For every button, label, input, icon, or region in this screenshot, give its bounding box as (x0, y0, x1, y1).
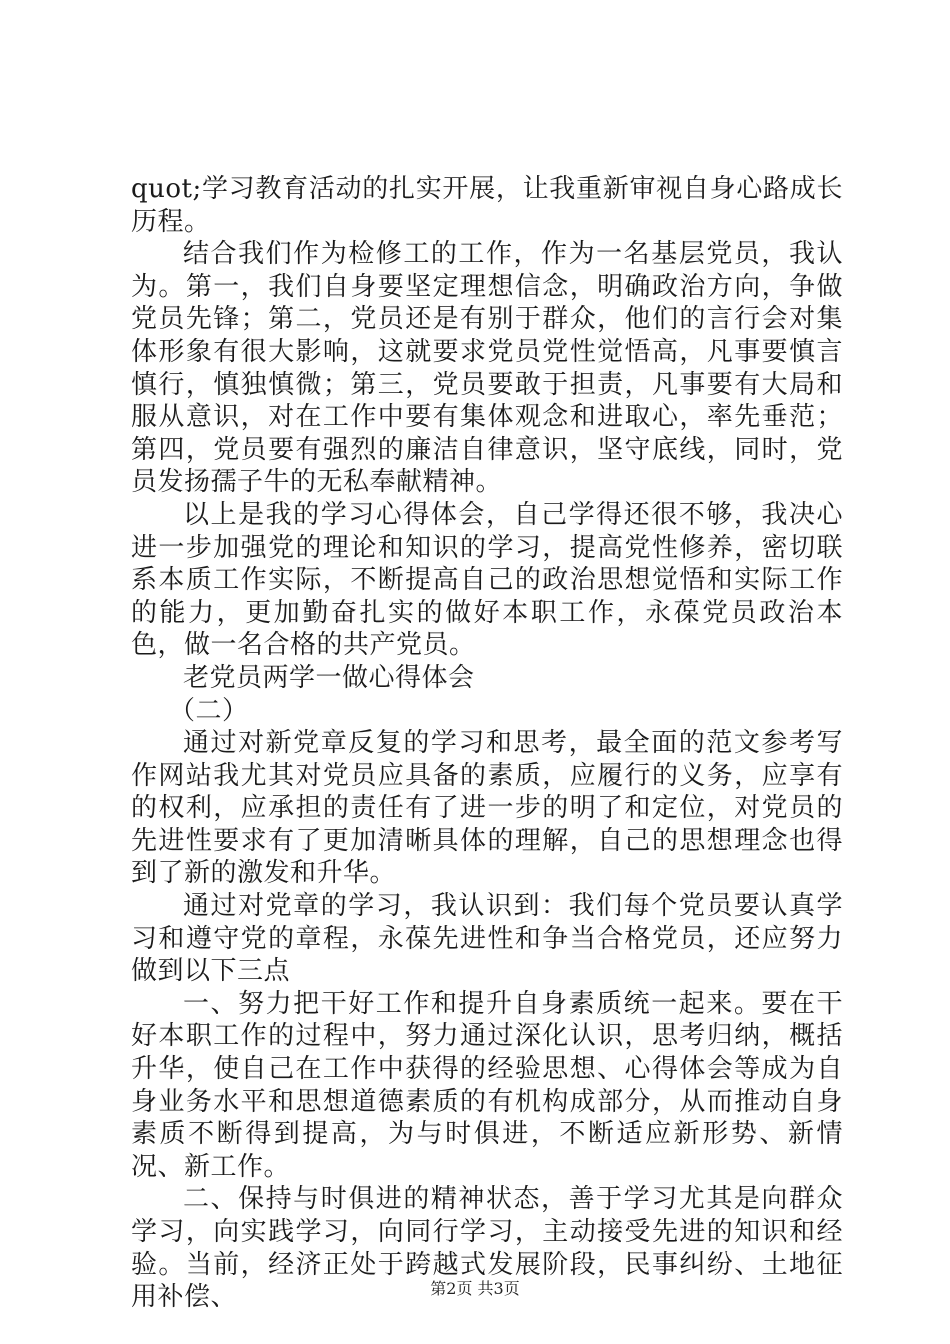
paragraph-party-constitution: 通过对新党章反复的学习和思考，最全面的范文参考写作网站我尤其对党员应具备的素质，应履行的义务，应享有的权利，应承担的责任有了进一步的明了和定位，对党员的先进性要求有了更加清晰具体的理解，自己的思想理念也得到了新的激发和升华。 (131, 728, 843, 889)
section-number: （二） (169, 695, 249, 726)
paragraph-point-two: 二、保持与时俱进的精神状态，善于学习尤其是向群众学习，向实践学习，向同行学习，主动接受先进的知识和经验。当前，经济正处于跨越式发展阶段，民事纠纷、土地征用补偿、 (131, 1184, 843, 1313)
paragraph-study-summary: 以上是我的学习心得体会，自己学得还很不够，我决心进一步加强党的理论和知识的学习，提高党性修养，密切联系本质工作实际，不断提高自己的政治思想觉悟和实际工作的能力，更加勤奋扎实的做好本职工作，永葆党员政治本色，做一名合格的共产党员。 (131, 499, 843, 661)
section-title: 老党员两学一做心得体会 (183, 662, 475, 693)
paragraph-inspection-work: 结合我们作为检修工的工作，作为一名基层党员，我认为。第一，我们自身要坚定理想信念，明确政治方向，争做党员先锋；第二，党员还是有别于群众，他们的言行会对集体形象有很大影响，这就要求党员党性觉悟高，凡事要慎言慎行，慎独慎微；第三，党员要敢于担责，凡事要有大局和服从意识，对在工作中要有集体观念和进取心，率先垂范；第四，党员要有强烈的廉洁自律意识，坚守底线，同时，党员发扬孺子牛的无私奉献精神。 (131, 239, 843, 498)
paragraph-point-one: 一、努力把干好工作和提升自身素质统一起来。要在干好本职工作的过程中，努力通过深化认识，思考归纳，概括升华，使自己在工作中获得的经验思想、心得体会等成为自身业务水平和思想道德素质的有机构成部分，从而推动自身素质不断得到提高，为与时俱进，不断适应新形势、新情况、新工作。 (131, 988, 843, 1182)
document-body (131, 173, 843, 1314)
page-number-footer: 第2页 共3页 (430, 1279, 520, 1298)
paragraph-continuation: quot;学习教育活动的扎实开展，让我重新审视自身心路成长历程。 (131, 174, 843, 237)
paragraph-three-points: 通过对党章的学习，我认识到：我们每个党员要认真学习和遵守党的章程，永葆先进性和争当合格党员，还应努力做到以下三点 (131, 891, 843, 987)
